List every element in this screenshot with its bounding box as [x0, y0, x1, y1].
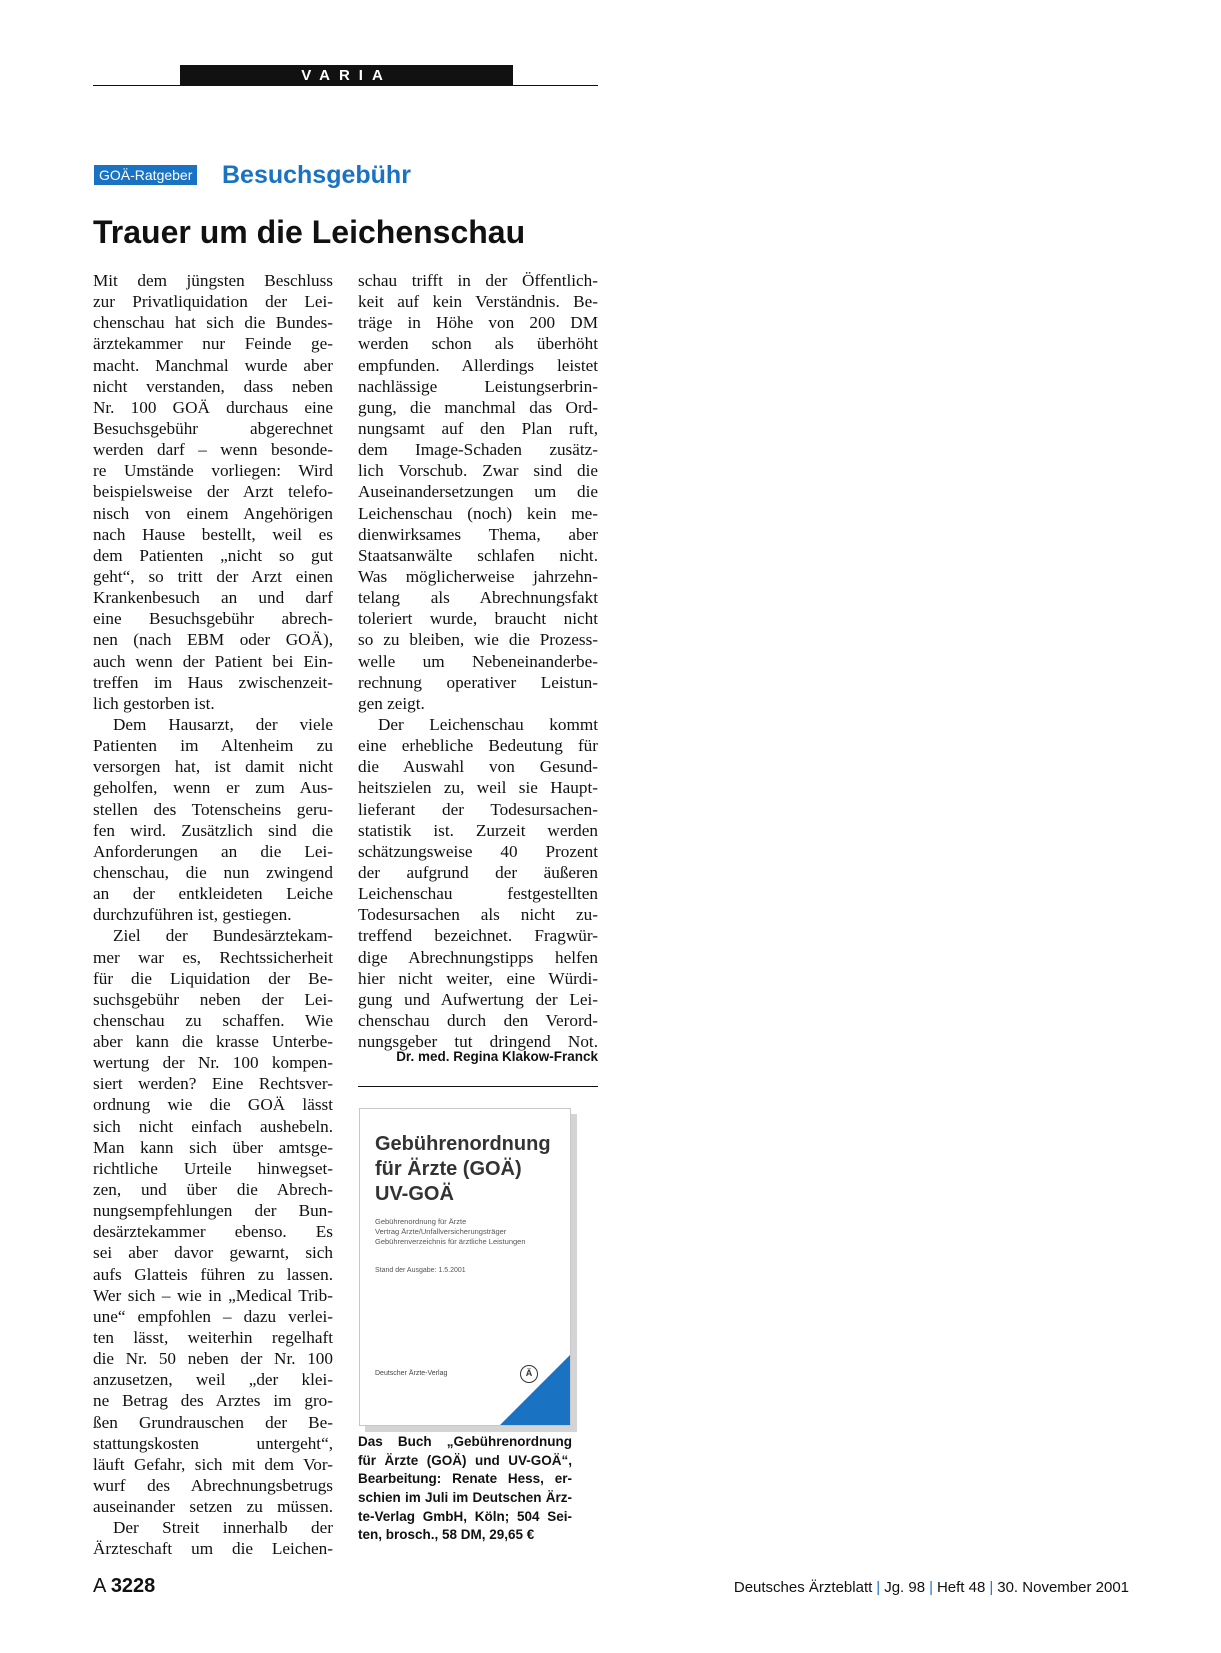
- caption-line: Das Buch „Gebührenordnung: [358, 1434, 572, 1449]
- article-text-line: Mit dem jüngsten Beschluss: [93, 271, 333, 290]
- article-text-line: fen wird. Zusätzlich sind die: [93, 820, 333, 840]
- article-text-line: sei aber davor gewarnt, sich: [93, 1243, 333, 1263]
- article-text-line: nungsempfehlungen der Bun-: [93, 1201, 333, 1221]
- article-text-line: beispielsweise der Arzt telefo-: [93, 482, 333, 502]
- journal-footer: [734, 1579, 1129, 1596]
- article-text-line: Leichenschau festgestellten: [358, 884, 598, 904]
- article-text-line: versorgen hat, ist damit nicht: [93, 757, 333, 777]
- book-cover-image: [359, 1108, 571, 1426]
- book-cover-date: Stand der Ausgabe: 1.5.2001: [375, 1267, 466, 1274]
- article-text-line: zen, und über die Abrech-: [93, 1180, 333, 1200]
- article-text-line: dem Image-Schaden zusätz-: [358, 440, 598, 460]
- article-text-line: ßen Grundrauschen der Be-: [93, 1412, 333, 1432]
- article-text-line: chenschau zu schaffen. Wie: [93, 1010, 333, 1030]
- article-text-line: stattungskosten untergeht“,: [93, 1433, 333, 1453]
- article-text-line: geht“, so tritt der Arzt einen: [93, 566, 333, 586]
- article-column-2: [358, 270, 598, 1052]
- article-text-line: nungsamt auf den Plan ruft,: [358, 418, 598, 438]
- book-title-line: für Ärzte (GOÄ): [375, 1158, 522, 1180]
- article-text-line: schau trifft in der Öffentlich-: [358, 271, 598, 290]
- page-number: 3228: [110, 1575, 156, 1597]
- article-text-line: Besuchsgebühr abgerechnet: [93, 418, 333, 438]
- article-text-line: statistik ist. Zurzeit werden: [358, 820, 598, 840]
- article-text-line: ordnung wie die GOÄ lässt: [93, 1095, 333, 1115]
- article-text-line: gen zeigt.: [358, 693, 425, 713]
- article-text-line: die Nr. 50 neben der Nr. 100: [93, 1349, 333, 1369]
- article-text-line: werden schon als überhöht: [358, 334, 598, 354]
- book-title-line: Gebührenordnung: [375, 1133, 551, 1155]
- article-text-line: Patienten im Altenheim zu: [93, 736, 333, 756]
- article-text-line: träge in Höhe von 200 DM: [358, 313, 598, 333]
- article-text-line: Ärzteschaft um die Leichen-: [93, 1539, 333, 1559]
- article-text-line: ten lässt, weiterhin regelhaft: [93, 1328, 333, 1348]
- article-text-line: treffen im Haus zwischenzeit-: [93, 672, 333, 692]
- caption-line: Bearbeitung: Renate Hess, er-: [358, 1471, 572, 1487]
- article-text-line: lieferant der Todesursachen-: [358, 799, 598, 819]
- article-text-line: geholfen, wenn er zum Aus-: [93, 778, 333, 798]
- article-text-line: Man kann sich über amtsge-: [93, 1137, 333, 1157]
- article-text-line: durchzuführen ist, gestiegen.: [93, 905, 292, 925]
- article-text-line: dige Abrechnungstipps helfen: [358, 947, 598, 967]
- footer-separator: |: [929, 1579, 933, 1596]
- article-text-line: desärztekammer ebenso. Es: [93, 1222, 333, 1242]
- article-text-line: nachlässige Leistungserbrin-: [358, 376, 598, 396]
- book-subtitle-line: Vertrag Ärzte/Unfallversicherungsträger: [375, 1227, 507, 1236]
- article-text-line: re Umstände vorliegen: Wird: [93, 461, 333, 481]
- article-text-line: lich Vorschub. Zwar sind die: [358, 461, 598, 481]
- article-text-line: werden darf – wenn besonde-: [93, 440, 333, 460]
- journal-date: 30. November 2001: [997, 1579, 1129, 1596]
- article-text-line: siert werden? Eine Rechtsver-: [93, 1074, 333, 1094]
- journal-issue: Heft 48: [936, 1579, 986, 1596]
- article-text-line: hier nicht weiter, eine Würdi-: [358, 968, 598, 988]
- article-text-line: une“ empfohlen – dazu verlei-: [93, 1306, 333, 1326]
- article-text-line: Der Leichenschau kommt: [378, 714, 598, 734]
- article-text-line: auch wenn der Patient bei Ein-: [93, 651, 333, 671]
- article-text-line: die Auswahl von Gesund-: [358, 757, 598, 777]
- article-title: Trauer um die Leichenschau: [93, 214, 526, 250]
- article-text-line: Staatsanwälte schlafen nicht.: [358, 545, 598, 565]
- article-text-line: ne Betrag des Arztes im gro-: [93, 1391, 333, 1411]
- header-rule: [93, 85, 598, 86]
- article-column-1: [93, 270, 333, 1560]
- article-text-line: aber kann die krasse Unterbe-: [93, 1032, 333, 1052]
- article-text-line: zur Privatliquidation der Lei-: [93, 292, 333, 312]
- section-header: VARIA: [180, 65, 513, 86]
- article-text-line: Wer sich – wie in „Medical Trib-: [93, 1285, 333, 1305]
- article-text-line: rechnung operativer Leistun-: [358, 672, 598, 692]
- footer-separator: |: [989, 1579, 994, 1596]
- article-text-line: nen (nach EBM oder GOÄ),: [93, 630, 333, 650]
- article-text-line: mer war es, Rechtssicherheit: [93, 947, 333, 967]
- journal-volume: Jg. 98: [884, 1579, 926, 1596]
- article-text-line: welle um Nebeneinanderbe-: [358, 651, 598, 671]
- article-text-line: nungsgeber tut dringend Not.: [358, 1032, 598, 1052]
- article-text-line: Todesursachen als nicht zu-: [358, 905, 598, 925]
- caption-line: für Ärzte (GOÄ) und UV-GOÄ“,: [358, 1452, 572, 1468]
- article-text-line: dem Patienten „nicht so gut: [93, 545, 333, 565]
- article-text-line: lich gestorben ist.: [93, 693, 215, 713]
- article-text-line: eine erhebliche Bedeutung für: [358, 736, 598, 756]
- article-text-line: gung, die manchmal das Ord-: [358, 397, 598, 417]
- article-text-line: der aufgrund der äußeren: [358, 862, 598, 882]
- article-text-line: wurf des Abrechnungsbetrugs: [93, 1476, 333, 1496]
- book-caption: [358, 1433, 572, 1545]
- article-text-line: wertung der Nr. 100 kompen-: [93, 1053, 333, 1073]
- article-text-line: nisch von einem Angehörigen: [93, 503, 333, 523]
- footer-separator: |: [876, 1579, 881, 1596]
- page-prefix: A: [93, 1575, 106, 1597]
- article-text-line: nicht verstanden, dass neben: [93, 376, 333, 396]
- article-author: Dr. med. Regina Klakow-Franck: [396, 1049, 598, 1064]
- article-text-line: suchsgebühr neben der Lei-: [93, 989, 333, 1009]
- article-text-line: chenschau durch den Verord-: [358, 1010, 598, 1030]
- article-text-line: keit auf kein Verständnis. Be-: [358, 292, 598, 312]
- article-text-line: macht. Manchmal wurde aber: [93, 355, 333, 375]
- book-subtitle-line: Gebührenverzeichnis für ärztliche Leistungen: [375, 1237, 526, 1246]
- cover-corner-triangle: [500, 1355, 570, 1425]
- article-text-line: Ziel der Bundesärztekam-: [113, 926, 333, 946]
- book-subtitle-line: Gebührenordnung für Ärzte: [375, 1217, 467, 1226]
- article-text-line: gung und Aufwertung der Lei-: [358, 989, 598, 1009]
- article-text-line: Was möglicherweise jahrzehn-: [358, 566, 598, 586]
- book-cover-subtitle: [375, 1217, 560, 1247]
- article-text-line: Der Streit innerhalb der: [113, 1518, 333, 1538]
- article-text-line: chenschau, die nun zwingend: [93, 862, 333, 882]
- article-text-line: an der entkleideten Leiche: [93, 884, 333, 904]
- article-text-line: läuft Gefahr, sich mit dem Vor-: [93, 1454, 333, 1474]
- article-text-line: nach Hause bestellt, weil es: [93, 524, 333, 544]
- article-text-line: so zu bleiben, wie die Prozess-: [358, 630, 598, 650]
- article-text-line: eine Besuchsgebühr abrech-: [93, 609, 333, 629]
- article-subtopic: Besuchsgebühr: [222, 161, 411, 189]
- article-text-line: chenschau hat sich die Bundes-: [93, 313, 333, 333]
- journal-name: Deutsches Ärzteblatt: [733, 1579, 873, 1596]
- book-cover-title: [375, 1132, 565, 1207]
- article-text-line: Krankenbesuch an und darf: [93, 588, 333, 608]
- category-badge: GOÄ-Ratgeber: [94, 165, 197, 185]
- article-text-line: auseinander setzen zu müssen.: [93, 1497, 333, 1517]
- book-title-line: UV-GOÄ: [375, 1183, 454, 1205]
- article-text-line: ärztekammer nur Feinde ge-: [93, 334, 333, 354]
- article-text-line: für die Liquidation der Be-: [93, 968, 333, 988]
- article-text-line: toleriert wurde, braucht nicht: [358, 609, 598, 629]
- article-text-line: heitszielen zu, weil sie Haupt-: [358, 778, 598, 798]
- article-text-line: sich nicht einfach aushebeln.: [93, 1116, 333, 1136]
- caption-line: ten, brosch., 58 DM, 29,65 €: [358, 1527, 535, 1543]
- column-rule: [358, 1086, 598, 1087]
- page-folio: [93, 1575, 155, 1598]
- article-text-line: schätzungsweise 40 Prozent: [358, 841, 598, 861]
- caption-line: te-Verlag GmbH, Köln; 504 Sei-: [358, 1508, 572, 1524]
- article-text-line: empfunden. Allerdings leistet: [358, 355, 598, 375]
- article-text-line: Anforderungen an die Lei-: [93, 841, 333, 861]
- book-cover-publisher: Deutscher Ärzte-Verlag: [375, 1370, 448, 1377]
- article-text-line: treffend bezeichnet. Fragwür-: [358, 926, 598, 946]
- publisher-logo-icon: Ä: [520, 1365, 538, 1383]
- article-text-line: telang als Abrechnungsfakt: [358, 588, 598, 608]
- article-text-line: Auseinandersetzungen um die: [358, 482, 598, 502]
- article-text-line: richtliche Urteile hinwegset-: [93, 1158, 333, 1178]
- article-text-line: anzusetzen, weil „der klei-: [93, 1370, 333, 1390]
- caption-line: schien im Juli im Deutschen Ärz-: [358, 1490, 572, 1506]
- article-text-line: Leichenschau (noch) kein me-: [358, 503, 598, 523]
- article-text-line: dienwirksames Thema, aber: [358, 524, 598, 544]
- article-text-line: Dem Hausarzt, der viele: [113, 714, 333, 734]
- article-text-line: stellen des Totenscheins geru-: [93, 799, 333, 819]
- article-text-line: aufs Glatteis führen zu lassen.: [93, 1264, 333, 1284]
- article-text-line: Nr. 100 GOÄ durchaus eine: [93, 397, 333, 417]
